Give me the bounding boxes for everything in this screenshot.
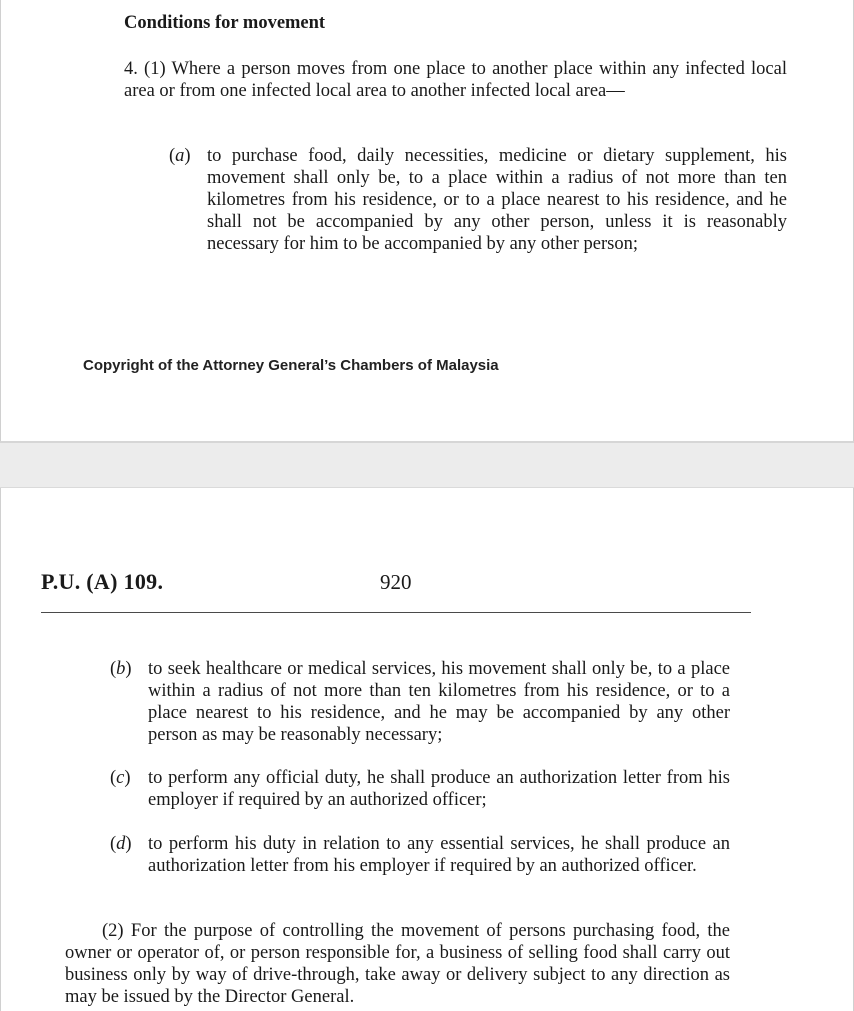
copyright-notice: Copyright of the Attorney General’s Chambers of Malaysia <box>83 357 499 374</box>
page-number: 920 <box>380 570 412 594</box>
list-item-b <box>110 658 730 746</box>
list-item-c <box>110 767 730 811</box>
list-marker-d: (d) <box>110 834 132 854</box>
list-marker-a: (a) <box>169 146 191 166</box>
subsection-4-2: (2) For the purpose of controlling the movement of persons purchasing food, the owner or operator of, or person responsible for, a business of selling food shall carry out business only by way of drive-through, take away or delivery subject to any direction as may be issued by the Director General. <box>65 921 730 1007</box>
section-heading: Conditions for movement <box>124 13 326 33</box>
list-marker-c: (c) <box>110 768 131 788</box>
list-item-d <box>110 833 730 877</box>
list-item-c-text: to perform any official duty, he shall produce an authorization letter from his employer if required by an authorized officer; <box>148 768 730 810</box>
list-item-a <box>169 145 787 255</box>
list-marker-b: (b) <box>110 659 132 679</box>
list-item-a-text: to purchase food, daily necessities, medicine or dietary supplement, his movement shall only be, to a place within a radius of not more than ten kilometres from his residence, or to a place nearest to his residence, and he shall not be accompanied by any other person, unless it is reasonably necessary for him to be accompanied by any other person; <box>207 146 787 254</box>
gazette-reference: P.U. (A) 109. <box>41 569 164 594</box>
document-page-top <box>0 0 854 441</box>
page-separator <box>0 441 854 488</box>
header-rule <box>41 612 751 613</box>
subsection-4-1: 4. (1) Where a person moves from one place to another place within any infected local area or from one infected local area to another infected local area— <box>124 59 787 101</box>
list-item-b-text: to seek healthcare or medical services, his movement shall only be, to a place within a radius of not more than ten kilometres from his residence, or to a place nearest to his residence, and he may be accompanied by any other person as may be reasonably necessary; <box>148 659 730 745</box>
list-item-d-text: to perform his duty in relation to any essential services, he shall produce an authorization letter from his employer if required by an authorized officer. <box>148 834 730 876</box>
